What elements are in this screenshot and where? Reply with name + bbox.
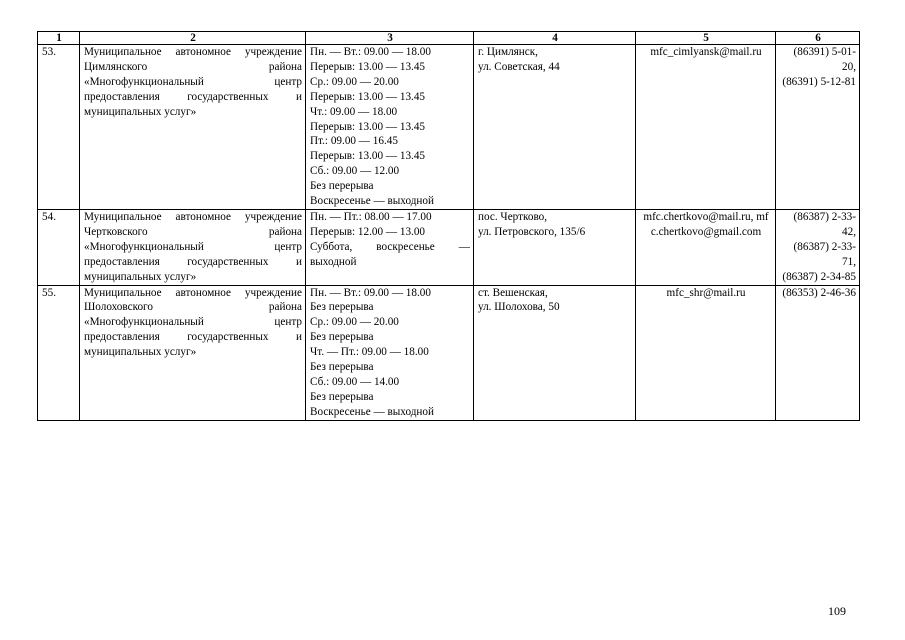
row-number: 53. — [38, 45, 80, 210]
address — [474, 45, 636, 210]
address-line: г. Цимлянск, — [478, 46, 538, 58]
schedule-line: Перерыв: 13.00 — 13.45 — [310, 60, 426, 73]
schedule-line: Сб.: 09.00 — 14.00 — [310, 375, 400, 388]
schedule-line: Без перерыва — [310, 331, 374, 344]
schedule-line: Перерыв: 13.00 — 13.45 — [310, 90, 426, 103]
schedule-line: Перерыв: 13.00 — 13.45 — [310, 150, 426, 163]
schedule-line: Сб.: 09.00 — 12.00 — [310, 165, 400, 178]
schedule-line: Пн. — Вт.: 09.00 — 18.00 — [310, 286, 431, 299]
row-number: 54. — [38, 209, 80, 285]
address — [474, 209, 636, 285]
header-col-1: 1 — [38, 32, 80, 45]
address-line: ул. Петровского, 135/6 — [478, 225, 586, 238]
header-col-3: 3 — [306, 32, 474, 45]
schedule-line: Без перерыва — [310, 180, 374, 193]
schedule-line: Перерыв: 12.00 — 13.00 — [310, 225, 426, 238]
page-number: 109 — [828, 604, 846, 618]
mfc-table — [37, 31, 860, 421]
schedule-line: Ср.: 09.00 — 20.00 — [310, 316, 399, 329]
schedule-line: Ср.: 09.00 — 20.00 — [310, 75, 399, 88]
organization-name: Муниципальное автономное учреждение Чертковского района «Многофункциональный центр предоставления государственных и муниципальных услуг» — [80, 209, 306, 285]
phone-line: (86387) 2-33-42, — [793, 210, 856, 238]
phones — [776, 285, 860, 420]
organization-name: Муниципальное автономное учреждение Цимлянского района «Многофункциональный центр предоставления государственных и муниципальных услуг» — [80, 45, 306, 210]
email: mfc.chertkovo@mail.ru, mfc.chertkovo@gmail.com — [636, 209, 776, 285]
phone-line: (86353) 2-46-36 — [782, 286, 856, 299]
header-row — [38, 32, 860, 45]
schedule-line: Воскресенье — выходной — [310, 195, 434, 208]
address — [474, 285, 636, 420]
table-row — [38, 45, 860, 210]
phone-line: (86387) 2-33-71, — [793, 240, 856, 268]
schedule-line: Без перерыва — [310, 361, 374, 374]
address-line: ул. Шолохова, 50 — [478, 301, 560, 314]
schedule-line: Пн. — Пт.: 08.00 — 17.00 — [310, 210, 432, 223]
row-number: 55. — [38, 285, 80, 420]
schedule — [306, 285, 474, 420]
table-row — [38, 285, 860, 420]
header-col-6: 6 — [776, 32, 860, 45]
address-line: ул. Советская, 44 — [478, 60, 560, 73]
phones — [776, 45, 860, 210]
header-col-5: 5 — [636, 32, 776, 45]
schedule-line: Без перерыва — [310, 390, 374, 403]
phones — [776, 209, 860, 285]
header-col-2: 2 — [80, 32, 306, 45]
schedule — [306, 45, 474, 210]
header-col-4: 4 — [474, 32, 636, 45]
email: mfc_shr@mail.ru — [636, 285, 776, 420]
phone-line: (86391) 5-01-20, — [793, 46, 856, 73]
address-line: ст. Вешенская, — [478, 286, 548, 299]
schedule-line: Без перерыва — [310, 301, 374, 314]
phone-line: (86387) 2-34-85 — [782, 270, 856, 283]
schedule-line: Перерыв: 13.00 — 13.45 — [310, 120, 426, 133]
schedule-line: Суббота, воскресенье — выходной — [310, 240, 470, 268]
schedule-line: Пн. — Вт.: 09.00 — 18.00 — [310, 46, 431, 58]
schedule-line: Чт. — Пт.: 09.00 — 18.00 — [310, 346, 429, 359]
email: mfc_cimlyansk@mail.ru — [636, 45, 776, 210]
schedule — [306, 209, 474, 285]
schedule-line: Чт.: 09.00 — 18.00 — [310, 105, 398, 118]
schedule-line: Воскресенье — выходной — [310, 405, 434, 418]
table-row — [38, 209, 860, 285]
address-line: пос. Чертково, — [478, 210, 548, 223]
schedule-line: Пт.: 09.00 — 16.45 — [310, 135, 398, 148]
organization-name: Муниципальное автономное учреждение Шолоховского района «Многофункциональный центр предоставления государственных и муниципальных услуг» — [80, 285, 306, 420]
phone-line: (86391) 5-12-81 — [782, 75, 856, 88]
